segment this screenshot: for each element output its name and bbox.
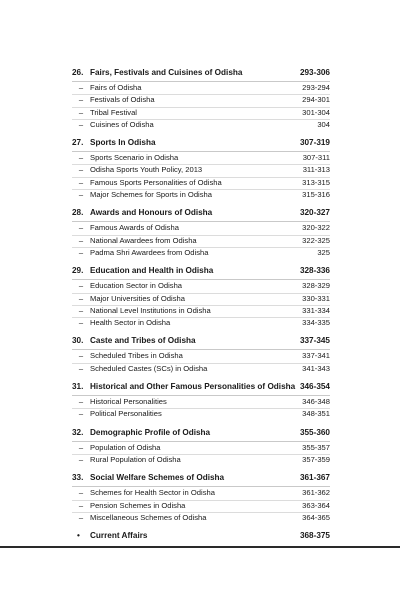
subtopic-label: Major Universities of Odisha [90,293,185,303]
chapter-heading-left [72,473,300,482]
toc-chapter [72,68,330,131]
subtopic-pages: 341-343 [302,363,330,373]
chapter-number: 30. [72,336,84,346]
dash-marker: – [78,397,84,407]
dash-marker: – [78,223,84,233]
chapter-number: 27. [72,138,84,148]
subtopic-row [72,165,330,177]
subtopic-pages: 311-313 [302,165,330,175]
subtopic-label: Historical Personalities [90,397,167,407]
chapter-subtopic-list [72,83,330,131]
subtopic-pages: 348-351 [302,409,330,419]
subtopic-pages: 307-311 [302,153,330,163]
dash-marker: – [78,318,84,328]
subtopic-row [72,501,330,513]
chapter-subtopic-list [72,443,330,467]
subtopic-label: Health Sector in Odisha [90,318,171,328]
chapter-number: 29. [72,266,84,276]
subtopic-left [72,351,302,360]
subtopic-row [72,153,330,165]
chapter-number: 26. [72,68,84,77]
table-of-contents [72,68,330,551]
chapter-pages: 346-354 [299,382,330,392]
bullet-marker: • [77,531,80,541]
subtopic-pages: 337-341 [302,351,330,361]
subtopic-pages: 315-316 [302,190,330,200]
current-affairs-pages: 368-375 [299,531,330,541]
subtopic-left [72,190,302,199]
subtopic-pages: 361-362 [302,488,330,498]
subtopic-pages: 320-322 [302,223,330,233]
subtopic-left [72,165,303,174]
chapter-heading-left [72,68,300,77]
dash-marker: – [78,512,84,522]
chapter-pages: 328-336 [299,266,330,276]
subtopic-pages: 328-329 [302,281,330,291]
subtopic-row [72,318,330,329]
subtopic-row [72,294,330,306]
toc-chapter [72,473,330,524]
subtopic-left [72,513,302,522]
dash-marker: – [78,177,84,187]
chapter-title: Social Welfare Schemes of Odisha [90,473,225,483]
subtopic-left [72,364,302,373]
chapter-subtopic-list [72,281,330,329]
subtopic-row [72,455,330,466]
dash-marker: – [78,500,84,510]
subtopic-label: Scheduled Castes (SCs) in Odisha [90,363,208,373]
chapter-subtopic-list [72,223,330,259]
subtopic-left [72,223,302,232]
subtopic-left [72,409,302,418]
current-affairs-title: Current Affairs [90,531,148,541]
subtopic-left [72,306,302,315]
subtopic-pages: 325 [317,247,330,257]
subtopic-row [72,178,330,190]
subtopic-left [72,178,302,187]
subtopic-left [72,236,302,245]
subtopic-row [72,236,330,248]
chapter-title: Historical and Other Famous Personalities of Odisha [90,382,296,392]
subtopic-pages: 293-294 [302,83,330,92]
chapter-number: 32. [72,427,84,437]
subtopic-left [72,318,302,327]
subtopic-pages: 330-331 [302,293,330,303]
toc-chapter [72,208,330,259]
subtopic-pages: 294-301 [302,95,330,105]
chapter-heading-row [72,336,330,350]
subtopic-pages: 313-315 [302,177,330,187]
subtopic-left [72,397,302,406]
subtopic-row [72,108,330,120]
subtopic-label: Population of Odisha [90,442,161,452]
dash-marker: – [78,454,84,464]
chapter-heading-left [72,266,300,275]
subtopic-pages: 364-365 [302,512,330,522]
dash-marker: – [78,95,84,105]
chapter-heading-left [72,428,300,437]
subtopic-label: Rural Population of Odisha [90,454,181,464]
chapter-subtopic-list [72,488,330,524]
subtopic-left [72,501,302,510]
page-bottom-rule [0,546,400,548]
subtopic-pages: 331-334 [302,305,330,315]
subtopic-row [72,488,330,500]
chapter-pages: 307-319 [299,138,330,148]
subtopic-label: Padma Shri Awardees from Odisha [90,247,209,257]
subtopic-row [72,281,330,293]
current-affairs-entry [72,531,330,544]
subtopic-row [72,223,330,235]
subtopic-row [72,120,330,131]
subtopic-left [72,443,302,452]
chapter-title: Education and Health in Odisha [90,266,214,276]
subtopic-pages: 355-357 [302,442,330,452]
chapter-subtopic-list [72,153,330,201]
dash-marker: – [78,235,84,245]
dash-marker: – [78,247,84,257]
subtopic-pages: 322-325 [302,235,330,245]
chapter-heading-row [72,208,330,222]
subtopic-label: Tribal Festival [90,107,137,117]
toc-chapter [72,336,330,375]
subtopic-row [72,513,330,524]
chapter-pages: 337-345 [299,336,330,346]
dash-marker: – [78,305,84,315]
subtopic-label: National Level Institutions in Odisha [90,305,211,315]
subtopic-left [72,83,302,92]
chapter-number: 33. [72,473,84,483]
subtopic-pages: 363-364 [302,500,330,510]
toc-chapter [72,138,330,201]
subtopic-row [72,306,330,318]
chapter-title: Demographic Profile of Odisha [90,427,211,437]
subtopic-label: Miscellaneous Schemes of Odisha [90,512,207,522]
dash-marker: – [78,83,84,92]
chapter-pages: 361-367 [299,473,330,483]
subtopic-label: Political Personalities [90,409,162,419]
subtopic-left [72,108,302,117]
chapter-heading-row [72,138,330,152]
dash-marker: – [78,409,84,419]
chapter-subtopic-list [72,397,330,421]
dash-marker: – [78,153,84,163]
subtopic-label: Festivals of Odisha [90,95,155,105]
chapter-title: Sports In Odisha [90,138,156,148]
subtopic-label: Cuisines of Odisha [90,119,154,129]
subtopic-label: Famous Sports Personalities of Odisha [90,177,222,187]
subtopic-row [72,351,330,363]
chapter-heading-row [72,382,330,396]
subtopic-label: Schemes for Health Sector in Odisha [90,488,215,498]
subtopic-label: Scheduled Tribes in Odisha [90,351,183,361]
subtopic-pages: 357-359 [302,454,330,464]
subtopic-label: Major Schemes for Sports in Odisha [90,190,212,200]
chapter-heading-left [72,336,300,345]
chapter-heading-row [72,266,330,280]
dash-marker: – [78,442,84,452]
dash-marker: – [78,363,84,373]
subtopic-label: National Awardees from Odisha [90,235,197,245]
dash-marker: – [78,190,84,200]
subtopic-pages: 301-304 [302,107,330,117]
dash-marker: – [78,351,84,361]
toc-chapter [72,382,330,421]
chapter-heading-row [72,428,330,442]
subtopic-row [72,95,330,107]
subtopic-row [72,248,330,259]
subtopic-pages: 346-348 [302,397,330,407]
chapter-heading-left [72,382,300,391]
current-affairs-left [72,531,300,540]
chapter-title: Caste and Tribes of Odisha [90,336,196,346]
subtopic-label: Odisha Sports Youth Policy, 2013 [90,165,203,175]
subtopic-label: Sports Scenario in Odisha [90,153,179,163]
subtopic-row [72,443,330,455]
subtopic-left [72,248,317,257]
subtopic-left [72,488,302,497]
current-affairs-row [72,531,330,544]
subtopic-left [72,153,303,162]
subtopic-label: Education Sector in Odisha [90,281,183,291]
subtopic-label: Famous Awards of Odisha [90,223,179,233]
toc-chapter [72,428,330,467]
chapter-title: Fairs, Festivals and Cuisines of Odisha [90,68,243,77]
toc-chapter [72,266,330,329]
chapter-subtopic-list [72,351,330,375]
subtopic-row [72,409,330,420]
dash-marker: – [78,119,84,129]
dash-marker: – [78,281,84,291]
chapter-pages: 320-327 [299,208,330,218]
subtopic-label: Pension Schemes in Odisha [90,500,186,510]
chapter-number: 31. [72,382,84,392]
subtopic-row [72,190,330,201]
dash-marker: – [78,165,84,175]
subtopic-left [72,281,302,290]
dash-marker: – [78,293,84,303]
dash-marker: – [78,107,84,117]
chapter-pages: 355-360 [299,427,330,437]
subtopic-left [72,455,302,464]
subtopic-pages: 334-335 [302,318,330,328]
chapter-heading-row [72,68,330,82]
subtopic-left [72,95,302,104]
chapter-pages: 293-306 [299,68,330,77]
chapter-heading-left [72,208,300,217]
subtopic-left [72,294,302,303]
subtopic-pages: 304 [317,119,330,129]
chapter-heading-row [72,473,330,487]
chapter-number: 28. [72,208,84,218]
subtopic-label: Fairs of Odisha [90,83,142,92]
subtopic-left [72,120,317,129]
chapter-title: Awards and Honours of Odisha [90,208,213,218]
subtopic-row [72,83,330,95]
subtopic-row [72,364,330,375]
subtopic-row [72,397,330,409]
dash-marker: – [78,488,84,498]
chapter-heading-left [72,138,300,147]
